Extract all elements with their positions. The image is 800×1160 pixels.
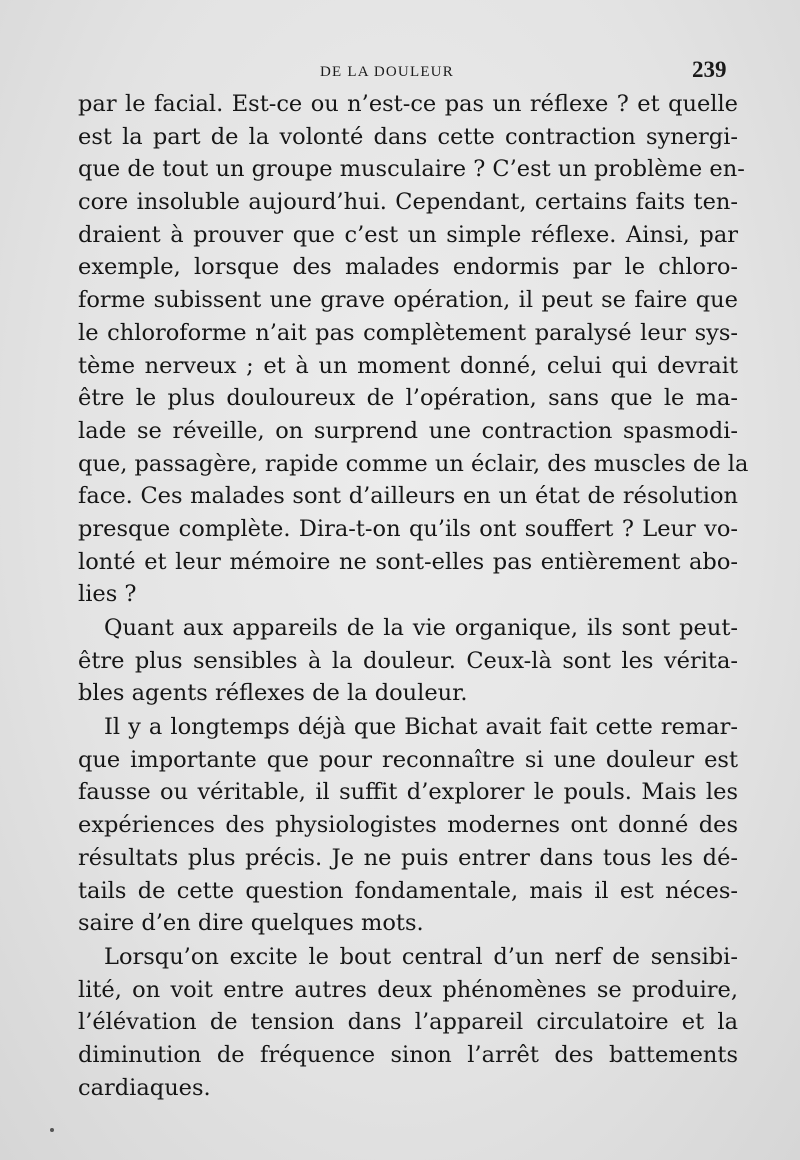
running-title: DE LA DOULEUR xyxy=(320,64,454,80)
text-line: exemple, lorsque des malades endormis par le chloro- xyxy=(78,254,738,281)
text-line: Lorsqu’on excite le bout central d’un nerf de sensibi- xyxy=(104,943,738,970)
text-line: que importante que pour reconnaître si une douleur est xyxy=(78,746,738,773)
text-line: forme subissent une grave opération, il peut se faire que xyxy=(78,287,738,314)
text-line: lies ? xyxy=(78,581,137,608)
text-line: fausse ou véritable, il suffit d’explorer le pouls. Mais les xyxy=(78,779,738,806)
text-line: par le facial. Est-ce ou n’est-ce pas un réflexe ? et quelle xyxy=(78,91,738,117)
text-line: diminution de fréquence sinon l’arrêt des battements xyxy=(78,1041,738,1068)
text-line: draient à prouver que c’est un simple réflexe. Ainsi, par xyxy=(78,221,738,248)
text-line: lonté et leur mémoire ne sont-elles pas entièrement abo- xyxy=(78,548,738,575)
text-line: être le plus douloureux de l’opération, sans que le ma- xyxy=(78,385,738,412)
text-line: le chloroforme n’ait pas complètement paralysé leur sys- xyxy=(78,319,738,346)
text-line: saire d’en dire quelques mots. xyxy=(78,910,424,937)
text-line: lade se réveille, on surprend une contraction spasmodi- xyxy=(78,417,738,444)
paragraph xyxy=(78,711,738,940)
paragraph xyxy=(78,612,738,710)
text-line: résultats plus précis. Je ne puis entrer dans tous les dé- xyxy=(78,844,738,871)
text-line: l’élévation de tension dans l’appareil circulatoire et la xyxy=(78,1009,738,1036)
text-line: lité, on voit entre autres deux phénomènes se produire, xyxy=(78,976,738,1003)
body-text xyxy=(78,88,749,1104)
paragraph xyxy=(78,88,749,611)
ink-speck xyxy=(50,1128,54,1132)
text-line: est la part de la volonté dans cette contraction synergi- xyxy=(78,123,738,150)
text-line: être plus sensibles à la douleur. Ceux-là sont les vérita- xyxy=(78,647,738,674)
text-line: expériences des physiologistes modernes ont donné des xyxy=(78,812,738,839)
paragraph xyxy=(78,941,738,1104)
page-number: 239 xyxy=(692,57,727,82)
text-line: presque complète. Dira-t-on qu’ils ont souffert ? Leur vo- xyxy=(78,515,738,542)
text-line: core insoluble aujourd’hui. Cependant, certains faits ten- xyxy=(78,189,738,216)
text-line: Quant aux appareils de la vie organique, ils sont peut- xyxy=(104,615,738,641)
text-line: face. Ces malades sont d’ailleurs en un état de résolution xyxy=(78,483,738,510)
text-line: tème nerveux ; et à un moment donné, celui qui devrait xyxy=(78,352,738,379)
text-line: que de tout un groupe musculaire ? C’est un problème en- xyxy=(78,156,745,183)
text-line: Il y a longtemps déjà que Bichat avait fait cette remar- xyxy=(104,714,738,741)
text-line: tails de cette question fondamentale, mais il est néces- xyxy=(78,877,738,904)
text-line: que, passagère, rapide comme un éclair, des muscles de la xyxy=(78,450,749,477)
text-line: cardiaques. xyxy=(78,1074,211,1101)
text-line: bles agents réflexes de la douleur. xyxy=(78,680,468,707)
running-head xyxy=(0,57,800,86)
